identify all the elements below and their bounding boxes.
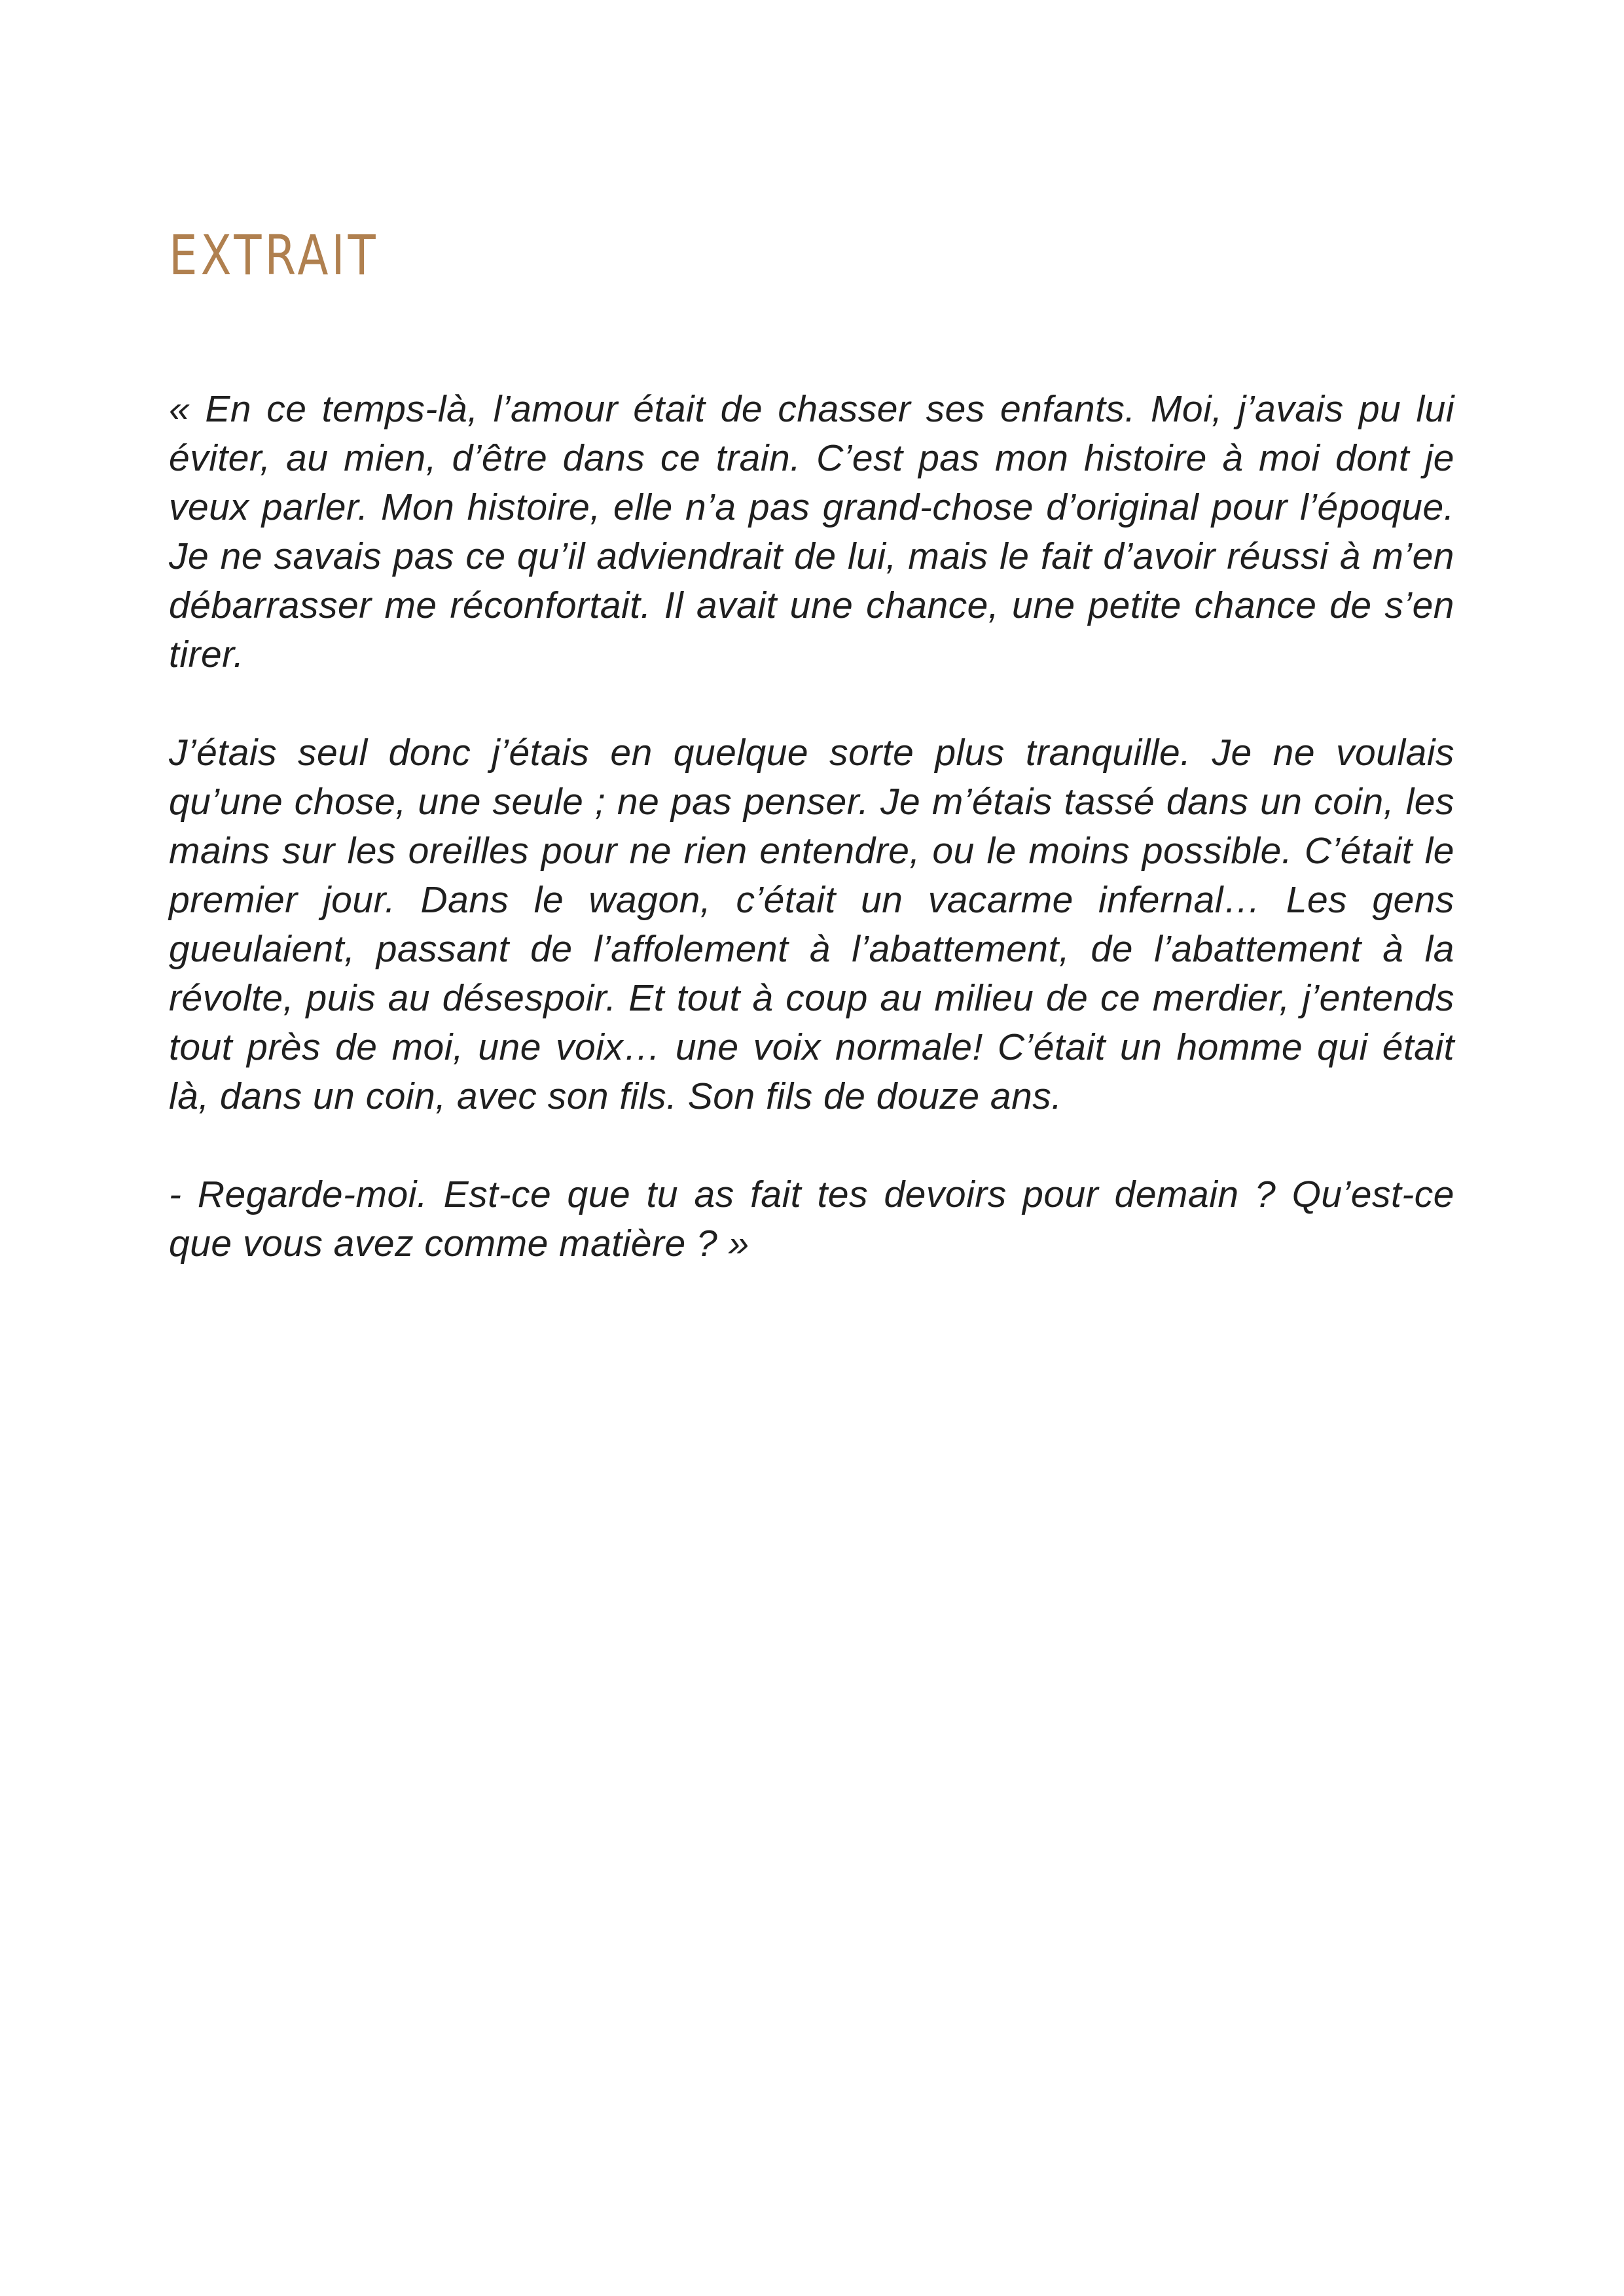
paragraph-2: J’étais seul donc j’étais en quelque sorte plus tranquille. Je ne voulais qu’une chose, une seule ; ne pas penser. Je m’étais tassé dans un coin, les mains sur les oreilles pour ne rien entendre, ou le moins possible. C’était le premier jour. Dans le wagon, c’était un vacarme infernal… Les gens gueulaient, passant de l’affolement à l’abattement, de l’abattement à la révolte, puis au désespoir. Et tout à coup au milieu de ce merdier, j’entends tout près de moi, une voix… une voix normale! C’était un homme qui était là, dans un coin, avec son fils. Son fils de douze ans. — [169, 732, 1454, 1117]
paragraph-1: « En ce temps-là, l’amour était de chasser ses enfants. Moi, j’avais pu lui éviter, au mien, d’être dans ce train. C’est pas mon histoire à moi dont je veux parler. Mon histoire, elle n’a pas grand-chose d’original pour l’époque. Je ne savais pas ce qu’il adviendrait de lui, mais le fait d’avoir réussi à m’en débarrasser me réconfortait. Il avait une chance, une petite chance de s’en tirer. — [169, 388, 1454, 675]
extract-body — [169, 385, 1454, 1268]
section-title: EXTRAIT — [169, 223, 379, 287]
paragraph-3: - Regarde-moi. Est-ce que tu as fait tes devoirs pour demain ? Qu’est-ce que vous avez comme matière ? » — [169, 1174, 1454, 1265]
